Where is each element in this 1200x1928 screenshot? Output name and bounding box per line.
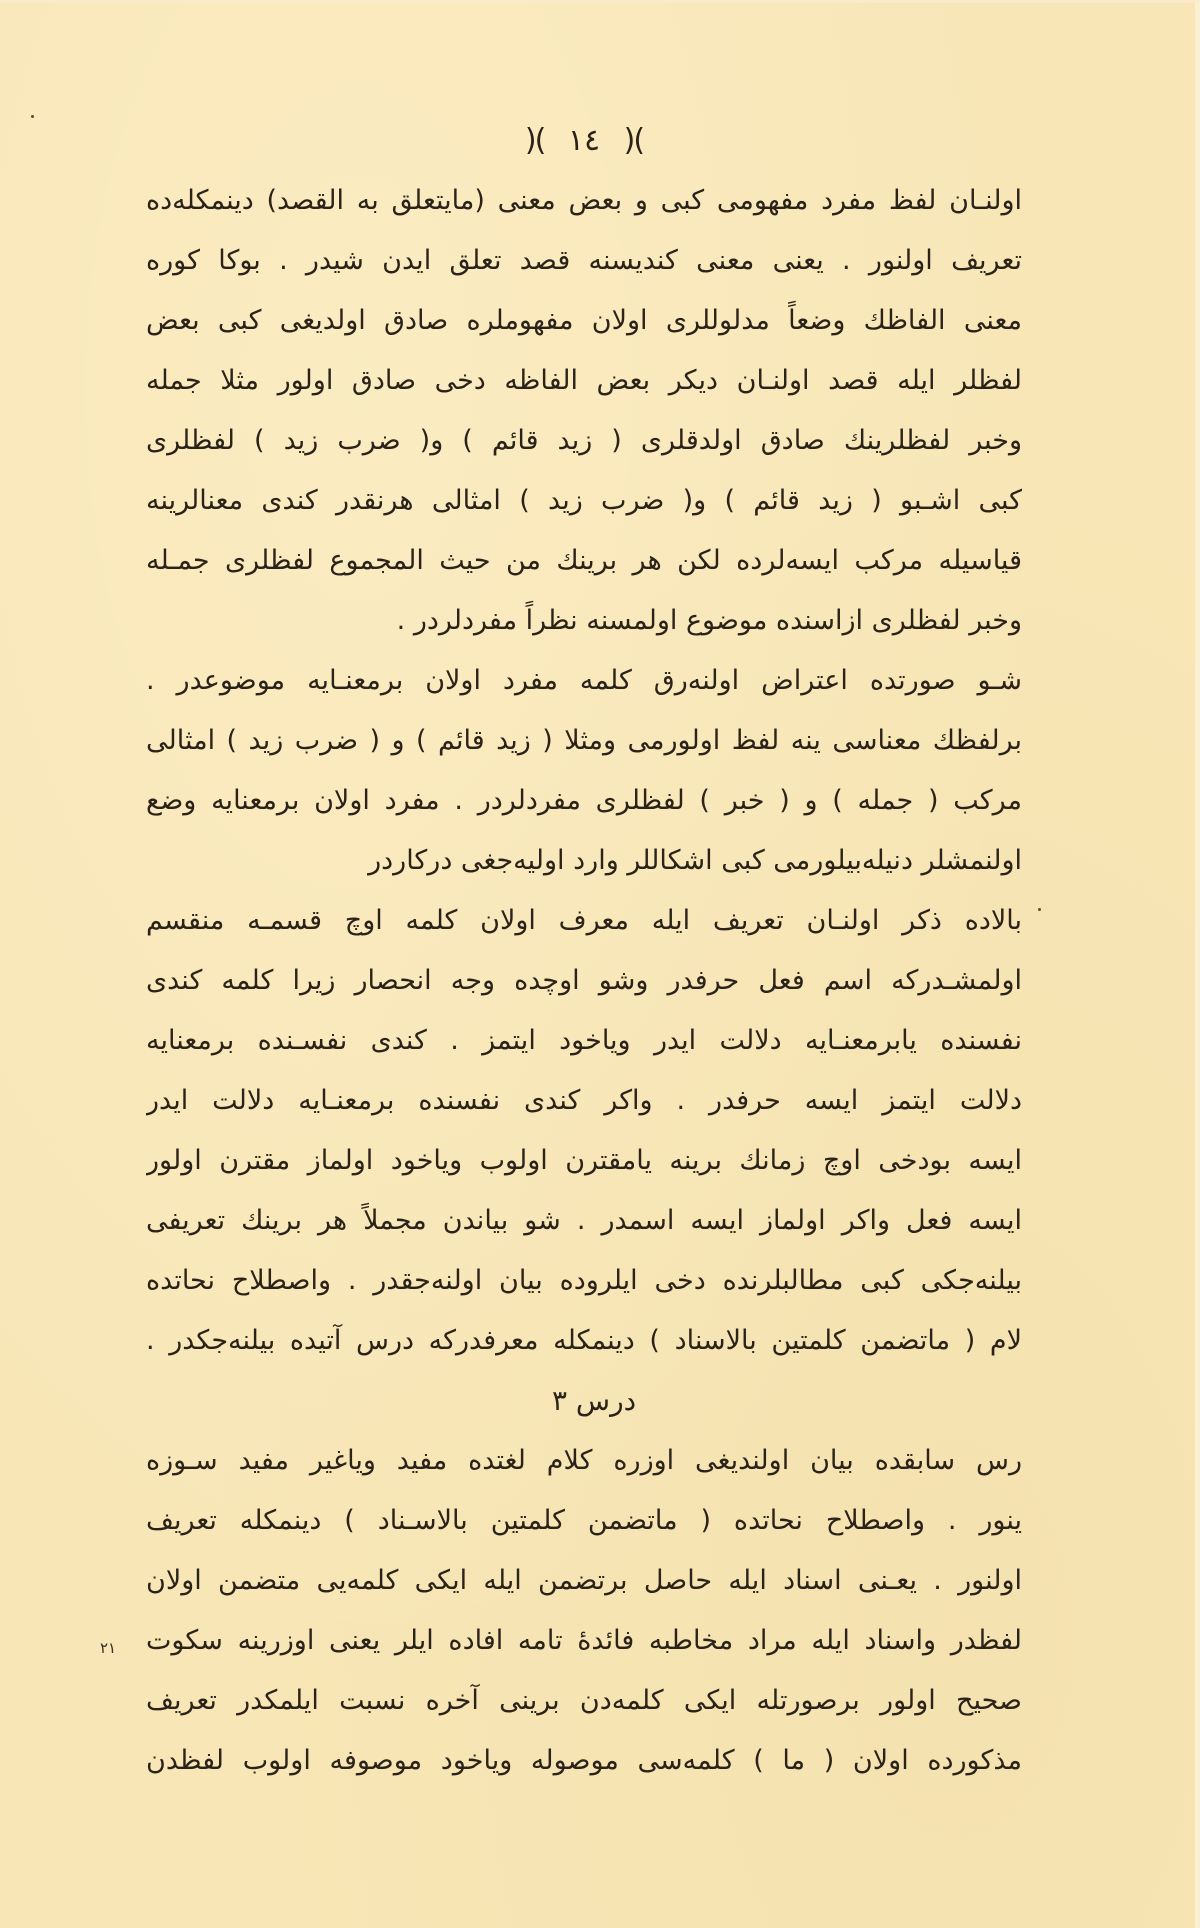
text-line: بالاده ذكر اولنـان تعريف ايله معرف اولان كلمه اوچ قسمـه منقسم — [146, 905, 1022, 936]
text-line: كبى اشـبو ( زيد قائم ) و( ضرب زيد ) امثالى هرنقدر كندى معنالرينه — [146, 485, 1022, 516]
text-line: صحيح اولور برصورتله ايكى كلمه‌دن برينى آخره نسبت ايلمكدر تعريف — [146, 1685, 1022, 1716]
text-line: برلفظك معناسى ينه لفظ اولورمى ومثلا ( زيد قائم ) و ( ضرب زيد ) امثالى — [146, 725, 1022, 756]
text-line: دلالت ايتمز ايسه حرفدر . واكر كندى نفسنده برمعنـايه دلالت ايدر — [146, 1085, 1022, 1116]
text-line: معنى الفاظك وضعاً مدلوللرى اولان مفهوملره صادق اولديغى كبى بعض — [146, 305, 1022, 336]
text-line: لفظلر ايله قصد اولنـان ديكر بعض الفاظه دخى صادق اولور مثلا جمله — [146, 365, 1022, 396]
text-line: مذكورده اولان ( ما ) كلمه‌سى موصوله وياخود موصوفه اولوب لفظدن — [146, 1745, 1022, 1776]
text-line-paragraph-end: وخبر لفظلرى ازاسنده موضوع اولمسنه نظراً مفردلردر . — [396, 605, 1022, 636]
text-line: ايسه بودخى اوچ زمانك برينه يامقترن اولوب وياخود اولماز مقترن اولور — [146, 1145, 1022, 1176]
text-line: شـو صورتده اعتراض اولنه‌رق كلمه مفرد اولان برمعنـايه موضوعدر . — [146, 665, 1022, 696]
page-number: ١٤ — [567, 123, 601, 158]
margin-note: ٢١ — [100, 1639, 117, 1657]
text-line: نفسنده يابرمعنـايه دلالت ايدر وياخود ايتمز . كندى نفسـنده برمعنايه — [146, 1025, 1022, 1056]
ink-speck — [1038, 908, 1041, 911]
text-line: رس سابقده بيان اولنديغى اوزره كلام لغتده مفيد وياغير مفيد سـوزه — [146, 1445, 1022, 1476]
text-line: تعريف اولنور . يعنى معنى كنديسنه قصد تعلق ايدن شيدر . بوكا كوره — [146, 245, 1022, 276]
page-number-header — [146, 111, 1022, 171]
text-line: اولنـان لفظ مفرد مفهومى كبى و بعض معنى (مايتعلق به القصد) دينمكله‌ده — [146, 185, 1022, 216]
text-line: ينور . واصطلاح نحاتده ( ماتضمن كلمتين بالاسـناد ) دينمكله تعريف — [146, 1505, 1022, 1536]
text-line: بيلنه‌جكى كبى مطالبلرنده دخى ايلروده بيان اولنه‌جقدر . واصطلاح نحاتده — [146, 1265, 1022, 1296]
text-line: اولنور . يعـنى اسناد ايله حاصل برتضمن ايله ايكى كلمه‌يى متضمن اولان — [146, 1565, 1022, 1596]
text-line: قياسيله مركب ايسه‌لرده لكن هر برينك من حيث المجموع لفظلرى جمـله — [146, 545, 1022, 576]
ornament-left: )( — [524, 123, 545, 158]
text-line: ايسه فعل واكر اولماز ايسه اسمدر . شو بياندن مجملاً هر برينك تعريفى — [146, 1205, 1022, 1236]
text-line: اولمشـدركه اسم فعل حرفدر وشو اوچده وجه انحصار زيرا كلمه كندى — [146, 965, 1022, 996]
text-line: لفظدر واسناد ايله مراد مخاطبه فائدهٔ تامه افاده ايلر يعنى اوزرينه سكوت — [146, 1625, 1022, 1656]
ornament-right: )( — [623, 123, 644, 158]
ink-speck — [31, 115, 34, 118]
lesson-heading: درس ٣ — [551, 1384, 637, 1417]
text-line: وخبر لفظلرينك صادق اولدقلرى ( زيد قائم ) و( ضرب زيد ) لفظلرى — [146, 425, 1022, 456]
text-line-paragraph-end: اولنمشلر دنيله‌بيلورمى كبى اشكاللر وارد اوليه‌جغى دركاردر — [368, 845, 1022, 876]
text-block — [146, 171, 1022, 1791]
text-line: لام ( ماتضمن كلمتين بالاسناد ) دينمكله معرفدركه درس آتيده بيلنه‌جكدر . — [146, 1325, 1022, 1356]
text-line: مركب ( جمله ) و ( خبر ) لفظلرى مفردلردر . مفرد اولان برمعنايه وضع — [146, 785, 1022, 816]
